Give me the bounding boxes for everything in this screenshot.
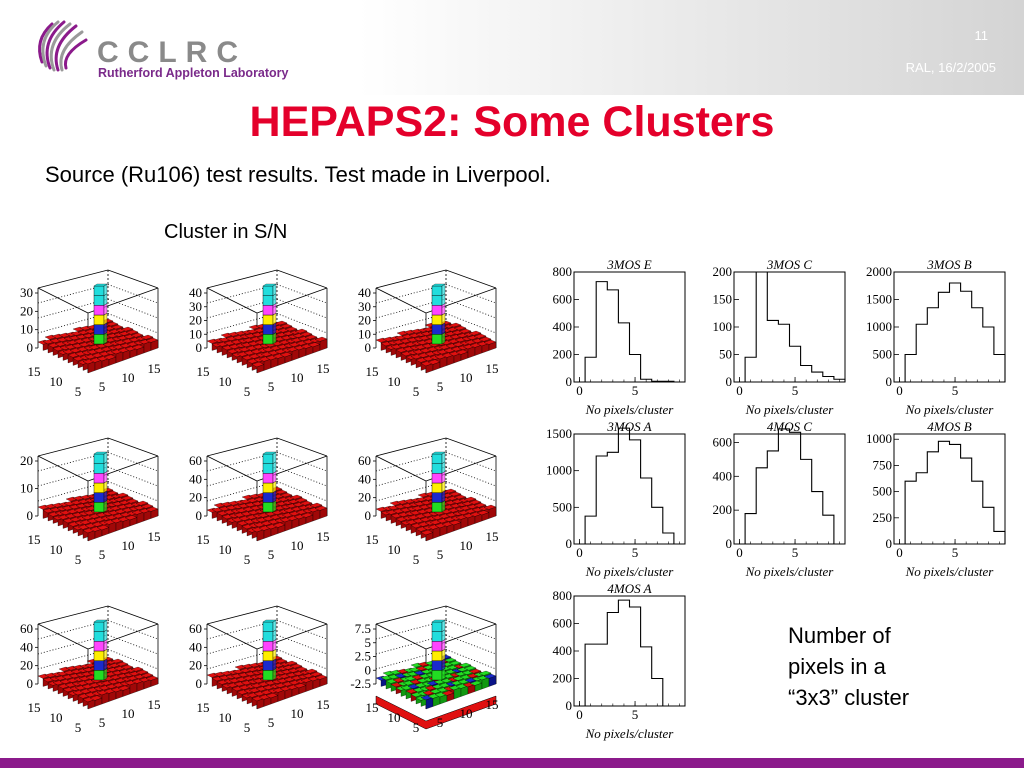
lego-z-tick: 7.5 xyxy=(354,621,371,636)
lego-y-tick: 5 xyxy=(436,379,444,394)
hist-y-tick: 600 xyxy=(712,434,732,450)
hist-x-tick: 5 xyxy=(791,545,799,560)
lego-x-tick: 15 xyxy=(365,532,379,547)
lego-z-tick: 0 xyxy=(364,340,371,355)
lego-x-tick: 5 xyxy=(412,720,420,735)
lego-x-tick: 10 xyxy=(49,542,63,557)
hist-title: 3MOS B xyxy=(927,257,972,272)
lego-x-tick: 5 xyxy=(243,384,251,399)
hist-y-tick: 400 xyxy=(552,319,572,334)
hist-xlabel: No pixels/cluster xyxy=(585,564,674,579)
hist-y-tick: 800 xyxy=(552,588,572,603)
hist-frame xyxy=(574,596,685,706)
lego-z-tick: 10 xyxy=(20,321,33,337)
lego-y-tick: 15 xyxy=(316,361,330,376)
lego-x-tick: 15 xyxy=(27,700,41,715)
hist-y-tick: 0 xyxy=(725,374,732,389)
lego-z-tick: 0 xyxy=(26,340,33,355)
cluster-label: Cluster in S/N xyxy=(164,221,288,243)
lego-y-tick: 15 xyxy=(316,697,330,712)
lego-x-tick: 10 xyxy=(387,542,401,557)
hist-xlabel: No pixels/cluster xyxy=(905,564,994,579)
hist-y-tick: 1000 xyxy=(546,462,572,478)
hist-x-tick: 5 xyxy=(791,383,799,398)
hist-x-tick: 0 xyxy=(576,383,583,398)
hist-y-tick: 100 xyxy=(712,319,732,334)
lego-z-tick: 2.5 xyxy=(354,648,371,664)
lego-y-tick: 5 xyxy=(436,547,444,562)
hist-y-tick: 0 xyxy=(725,536,732,551)
lego-z-tick: -2.5 xyxy=(350,676,371,691)
lego-z-tick: 40 xyxy=(358,285,371,300)
lego-x-tick: 10 xyxy=(218,374,232,389)
lego-y-tick: 15 xyxy=(485,529,499,544)
hist-x-tick: 5 xyxy=(951,545,959,560)
lego-y-tick: 15 xyxy=(485,361,499,376)
hist-x-tick: 0 xyxy=(736,383,743,398)
org-name: CCLRC xyxy=(97,36,247,69)
hist-y-tick: 0 xyxy=(565,536,572,551)
hist-xlabel: No pixels/cluster xyxy=(585,726,674,741)
hist-xlabel: No pixels/cluster xyxy=(745,564,834,579)
lego-x-tick: 10 xyxy=(387,710,401,725)
hist-y-tick: 600 xyxy=(552,615,572,631)
hist-y-tick: 500 xyxy=(552,499,572,515)
lego-y-tick: 10 xyxy=(121,370,135,385)
lego-x-tick: 15 xyxy=(196,700,210,715)
slide-date: RAL, 16/2/2005 xyxy=(905,60,996,75)
lego-z-tick: 60 xyxy=(358,453,371,468)
lego-y-tick: 10 xyxy=(459,370,473,385)
histogram-1 xyxy=(538,256,690,418)
histogram-5 xyxy=(698,418,850,580)
lego-x-tick: 15 xyxy=(27,364,41,379)
hist-y-tick: 200 xyxy=(712,264,732,279)
hist-title: 4MOS A xyxy=(607,581,652,596)
lego-z-tick: 40 xyxy=(20,639,33,655)
lego-z-tick: 40 xyxy=(189,639,202,655)
hist-y-tick: 1000 xyxy=(866,319,892,334)
hist-y-tick: 200 xyxy=(712,502,732,518)
lego-y-tick: 10 xyxy=(290,370,304,385)
lego-plot-4 xyxy=(8,436,173,586)
hist-title: 4MOS C xyxy=(766,419,813,434)
lego-z-tick: 10 xyxy=(189,326,202,342)
slide-title: HEPAPS2: Some Clusters xyxy=(249,98,775,146)
hist-series xyxy=(574,282,685,382)
histogram-4 xyxy=(538,418,690,580)
lego-z-tick: 60 xyxy=(189,453,202,468)
hist-y-tick: 50 xyxy=(719,346,732,362)
hist-frame xyxy=(734,434,845,544)
lego-z-tick: 0 xyxy=(364,662,371,678)
lego-y-tick: 5 xyxy=(267,715,275,730)
hist-series xyxy=(734,272,845,382)
lego-x-tick: 5 xyxy=(412,552,420,567)
lego-y-tick: 5 xyxy=(98,379,106,394)
lego-z-tick: 20 xyxy=(20,657,33,673)
hist-series xyxy=(574,600,685,706)
lego-z-tick: 0 xyxy=(195,676,202,691)
note-line-1: Number of xyxy=(788,623,891,648)
hist-y-tick: 200 xyxy=(552,346,572,362)
histogram-2 xyxy=(698,256,850,418)
lego-y-tick: 15 xyxy=(316,529,330,544)
lego-z-tick: 0 xyxy=(26,676,33,691)
hist-y-tick: 0 xyxy=(885,536,892,551)
hist-frame xyxy=(894,434,1005,544)
hist-y-tick: 250 xyxy=(872,509,892,525)
hist-y-tick: 1000 xyxy=(866,431,892,447)
org-subname: Rutherford Appleton Laboratory xyxy=(98,66,289,80)
lego-y-tick: 5 xyxy=(267,379,275,394)
lego-x-tick: 5 xyxy=(74,720,82,735)
lego-z-tick: 60 xyxy=(189,621,202,636)
lego-z-tick: 60 xyxy=(20,621,33,636)
note-line-3: “3x3” cluster xyxy=(788,685,910,710)
lego-z-tick: 40 xyxy=(189,471,202,487)
lego-plot-5 xyxy=(177,436,342,586)
hist-xlabel: No pixels/cluster xyxy=(745,402,834,417)
slide-header xyxy=(0,0,1024,95)
lego-x-tick: 5 xyxy=(74,384,82,399)
histogram-7 xyxy=(538,580,690,742)
lego-z-tick: 0 xyxy=(195,508,202,523)
lego-y-tick: 10 xyxy=(121,706,135,721)
lego-z-tick: 10 xyxy=(20,480,33,496)
lego-y-tick: 15 xyxy=(147,697,161,712)
lego-z-tick: 20 xyxy=(189,489,202,505)
hist-x-tick: 5 xyxy=(631,707,639,722)
hist-y-tick: 800 xyxy=(552,264,572,279)
hist-y-tick: 400 xyxy=(552,643,572,658)
lego-x-tick: 5 xyxy=(74,552,82,567)
hist-y-tick: 2000 xyxy=(866,264,892,279)
hist-x-tick: 5 xyxy=(951,383,959,398)
lego-x-tick: 15 xyxy=(196,532,210,547)
lego-plot-3 xyxy=(346,268,511,418)
lego-x-tick: 10 xyxy=(49,374,63,389)
lego-z-tick: 40 xyxy=(189,285,202,300)
note-text xyxy=(788,620,909,713)
lego-z-tick: 0 xyxy=(26,508,33,523)
lego-y-tick: 10 xyxy=(290,538,304,553)
bottom-bar xyxy=(0,758,1024,768)
lego-x-tick: 10 xyxy=(218,542,232,557)
lego-z-tick: 20 xyxy=(358,312,371,328)
hist-series xyxy=(574,428,685,544)
lego-y-tick: 10 xyxy=(459,706,473,721)
hist-xlabel: No pixels/cluster xyxy=(585,402,674,417)
lego-plot-7 xyxy=(8,604,173,754)
hist-x-tick: 5 xyxy=(631,383,639,398)
lego-x-tick: 5 xyxy=(412,384,420,399)
lego-z-tick: 20 xyxy=(189,657,202,673)
lego-x-tick: 15 xyxy=(365,364,379,379)
hist-y-tick: 0 xyxy=(565,374,572,389)
hist-y-tick: 150 xyxy=(712,291,732,307)
lego-x-tick: 15 xyxy=(365,700,379,715)
lego-x-tick: 5 xyxy=(243,720,251,735)
lego-x-tick: 15 xyxy=(27,532,41,547)
hist-y-tick: 500 xyxy=(872,483,892,499)
hist-frame xyxy=(574,434,685,544)
hist-title: 3MOS A xyxy=(607,419,652,434)
lego-y-tick: 10 xyxy=(121,538,135,553)
lego-z-tick: 0 xyxy=(195,340,202,355)
lego-plot-8 xyxy=(177,604,342,754)
lego-z-tick: 30 xyxy=(20,285,33,300)
hist-series xyxy=(894,283,1005,382)
page-number: 11 xyxy=(974,28,988,43)
lego-plot-2 xyxy=(177,268,342,418)
lego-y-tick: 10 xyxy=(290,706,304,721)
slide-subtitle: Source (Ru106) test results. Test made in Liverpool. xyxy=(45,162,551,187)
cclrc-logo-icon xyxy=(28,10,100,80)
lego-x-tick: 10 xyxy=(218,710,232,725)
hist-x-tick: 0 xyxy=(736,545,743,560)
lego-y-tick: 15 xyxy=(147,529,161,544)
hist-x-tick: 0 xyxy=(896,545,903,560)
lego-z-tick: 40 xyxy=(358,471,371,487)
lego-z-tick: 30 xyxy=(358,298,371,314)
lego-y-tick: 15 xyxy=(485,697,499,712)
lego-x-tick: 5 xyxy=(243,552,251,567)
lego-y-tick: 10 xyxy=(459,538,473,553)
hist-series xyxy=(734,429,845,544)
hist-y-tick: 1500 xyxy=(866,291,892,307)
lego-x-tick: 10 xyxy=(387,374,401,389)
hist-y-tick: 400 xyxy=(712,468,732,484)
lego-z-tick: 0 xyxy=(364,508,371,523)
hist-x-tick: 5 xyxy=(631,545,639,560)
lego-y-tick: 5 xyxy=(436,715,444,730)
hist-y-tick: 600 xyxy=(552,291,572,307)
hist-x-tick: 0 xyxy=(576,545,583,560)
lego-y-tick: 15 xyxy=(147,361,161,376)
lego-x-tick: 10 xyxy=(49,710,63,725)
lego-y-tick: 5 xyxy=(98,715,106,730)
lego-y-tick: 5 xyxy=(267,547,275,562)
lego-z-tick: 5 xyxy=(364,634,371,650)
lego-y-tick: 5 xyxy=(98,547,106,562)
hist-title: 3MOS C xyxy=(766,257,813,272)
lego-x-tick: 15 xyxy=(196,364,210,379)
hist-series xyxy=(894,441,1005,544)
lego-z-tick: 20 xyxy=(20,453,33,468)
hist-y-tick: 0 xyxy=(885,374,892,389)
hist-y-tick: 1500 xyxy=(546,426,572,441)
hist-title: 4MOS B xyxy=(927,419,972,434)
hist-title: 3MOS E xyxy=(607,257,652,272)
lego-plot-9 xyxy=(346,604,511,754)
lego-z-tick: 20 xyxy=(358,489,371,505)
hist-y-tick: 0 xyxy=(565,698,572,713)
histogram-3 xyxy=(858,256,1010,418)
histogram-6 xyxy=(858,418,1010,580)
lego-plot-6 xyxy=(346,436,511,586)
hist-xlabel: No pixels/cluster xyxy=(905,402,994,417)
lego-z-tick: 10 xyxy=(358,326,371,342)
lego-z-tick: 20 xyxy=(189,312,202,328)
hist-x-tick: 0 xyxy=(576,707,583,722)
lego-z-tick: 30 xyxy=(189,298,202,314)
hist-y-tick: 500 xyxy=(872,346,892,362)
hist-x-tick: 0 xyxy=(896,383,903,398)
lego-plot-1 xyxy=(8,268,173,418)
hist-y-tick: 200 xyxy=(552,670,572,686)
hist-y-tick: 750 xyxy=(872,457,892,473)
note-line-2: pixels in a xyxy=(788,654,886,679)
lego-z-tick: 20 xyxy=(20,303,33,319)
